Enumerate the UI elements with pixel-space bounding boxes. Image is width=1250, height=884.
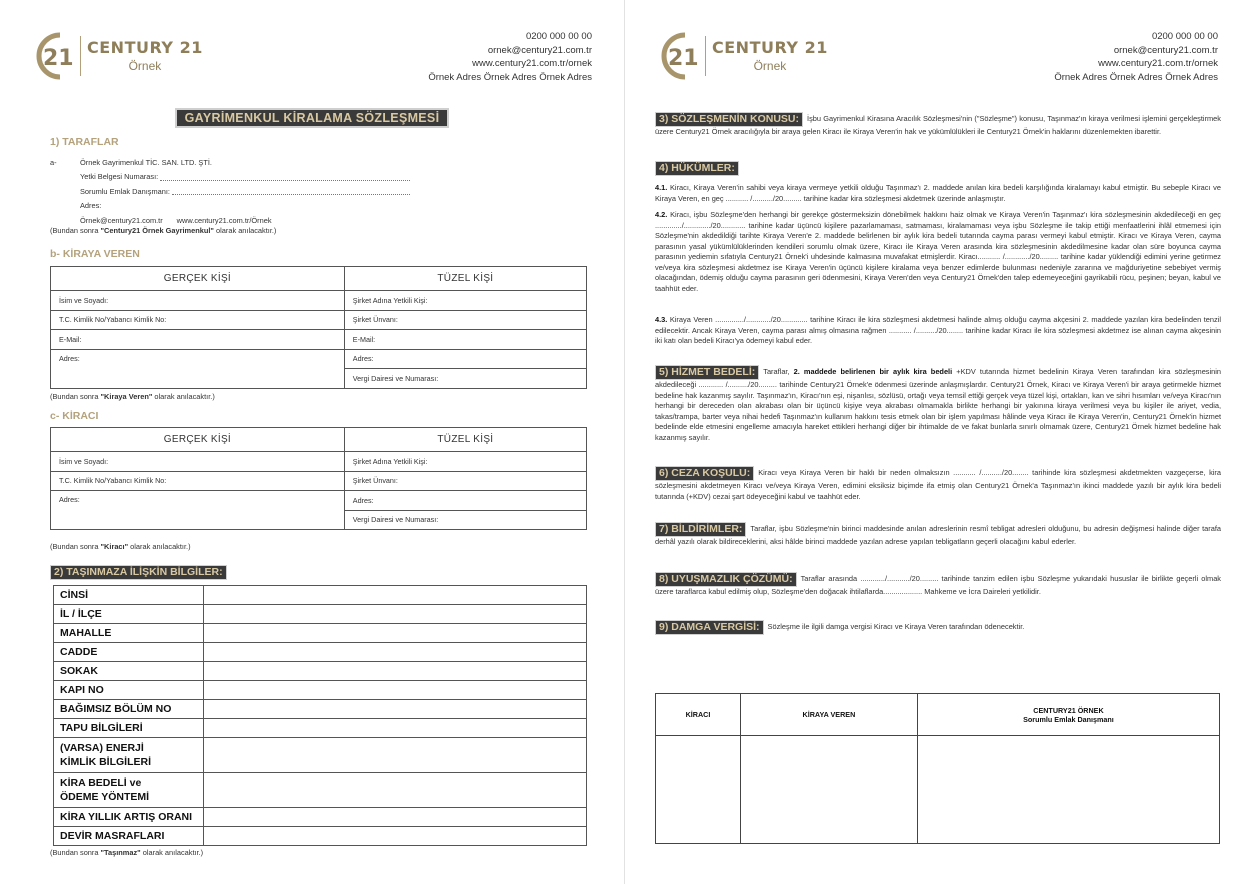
license-dots — [160, 173, 410, 181]
tenant-table — [50, 427, 587, 530]
signature-box-agent[interactable] — [917, 736, 1219, 844]
property-value[interactable] — [204, 827, 587, 846]
landlord-address-field[interactable]: Adres: — [51, 349, 345, 388]
sign-col-agent: CENTURY21 ÖRNEK Sorumlu Emlak Danışmanı — [917, 694, 1219, 736]
section-6-heading: 6) CEZA KOŞULU: — [655, 466, 754, 481]
property-key: MAHALLE — [54, 624, 204, 643]
tenant-id-field[interactable]: T.C. Kimlik No/Yabancı Kimlik No: — [51, 471, 345, 491]
tenant-company-rep-field[interactable]: Şirket Adına Yetkili Kişi: — [344, 452, 586, 472]
contact-phone: 0200 000 00 00 — [525, 31, 592, 42]
section-3-text: İşbu Gayrimenkul Kirasına Aracılık Sözleşmesi'nin ("Sözleşme") konusu, Taşınmaz'ın kiraya verilmesi işlemini gerçekleştirmek üzere Century21 Örnek aracılığıyla bir araya gelen Kiracı ile Kiraya Veren'in hak ve yükümlülükleri ile Century21 Örnek'in haklarını düzenlemekten ibarettir. — [655, 114, 1221, 136]
brand-name: CENTURY 21 — [87, 38, 203, 57]
property-value[interactable] — [204, 773, 587, 808]
section-5: 5) HİZMET BEDELİ: Taraflar, 2. maddede belirlenen bir aylık kira bedeli +KDV tutarında hizmet bedelinin Kiraya Veren tarafından kira sözleşmesinin akdedileceği ............ /........../20......... tarihinde Century21 Örnek'e ödenmesi üzerinde anlaşmışlardır. Century21 Örnek, Kiracı ve Kiraya Veren'i bir araya getirmekle hizmet bedeline hak kazanmış sayılır. Taşınmaz'ın, Kiracı'nın eşi, nişanlısı, sözlüsü, ortağı veya temsil ettiği gerçek veya tüzel kişi, ortakları, kan ve sihri hısımları ve/veya Kiracı'nın herhangi bir dereceden olan akrabası olan bir üçüncü kişiye veya akrabası olmamakla birlikte herhangi bir yakınına kiraya verilmesi veya bu kişiler ile ariyet, vedia, takas/trampa, barter veya nihai hedefi Taşınmaz'ın kullanım hakkını tesis etmek olan bir işlem yapılması hâlinde veya Kiracı ile Kiraya Veren'in, Century21 Örnek'in hizmet bedelinde elde etmesini engelleme amacıyla hareket ettikleri herhangi diğer bir ihtimalde de ve fakat bunlarla sınırlı olmamak üzere, Century21 Örnek hizmet bedeline hak kazanmış sayılır. — [655, 366, 1222, 442]
tenant-company-title-field[interactable]: Şirket Ünvanı: — [344, 471, 586, 491]
logo-mark-text: 21 — [668, 46, 699, 71]
clause-4-1: 4.1. Kiracı, Kiraya Veren'in sahibi veya kiraya vermeye yetkili olduğu Taşınmaz'ı 2. maddede anılan kira bedeli karşılığında kiralamayı kabul etmiştir. Bu sebeple Kiracı ve Kiraya Veren, en geç ........... /........../20......... tarihine kadar kira sözleşmesi akdetmek üzerinde anlaşmıştır. — [655, 183, 1221, 203]
property-key-rent: KİRA BEDELİ ve ÖDEME YÖNTEMİ — [54, 773, 204, 808]
consultant-dots — [172, 187, 410, 195]
license-label: Yetki Belgesi Numarası: — [80, 172, 159, 182]
contact-address: Örnek Adres Örnek Adres Örnek Adres — [428, 71, 592, 83]
section-8-heading: 8) UYUŞMAZLIK ÇÖZÜMÜ: — [655, 572, 797, 587]
landlord-company-address-field[interactable]: Adres: — [344, 349, 586, 369]
contact-web[interactable]: www.century21.com.tr/ornek — [472, 58, 592, 69]
century21-logo-mark — [655, 30, 701, 82]
property-key: KAPI NO — [54, 681, 204, 700]
logo-divider — [705, 36, 706, 76]
landlord-email-field[interactable]: E-Mail: — [51, 330, 345, 350]
property-value[interactable] — [204, 624, 587, 643]
sign-col-landlord: KİRAYA VEREN — [740, 694, 917, 736]
landlord-tax-field[interactable]: Vergi Dairesi ve Numarası: — [344, 369, 586, 389]
property-key: SOKAK — [54, 662, 204, 681]
brand-sub: Örnek — [128, 59, 162, 73]
clause-4-2: 4.2. Kiracı, işbu Sözleşme'den herhangi bir gerekçe göstermeksizin dönebilmek hakkını haiz olmak ve Kiraya Veren'in Taşınmaz'ı kira sözleşmesinin akdedileceği en geç ............./............./20............ tarihine kadar üçüncü kişilere pazarlamaması, satmaması, kiralamaması veya işbu Sözleşme ile takip ettiği menfaatlerini ihlâl etmemesi için Sözleşme'nin akdedildiği tarihte Kiraya Veren'e 2. maddede belirlenen bir aylık kira bedeli tutarında cayma parası vermeyi kabul etmiştir. Kiracı ve Kiraya Veren, cayma parasının yasal yükümlülüklerinden kendileri sorumlu olmak üzere, Kiracı ile Kiraya Veren arasında kira sözleşmesinin akdedilmesine kadar olan süre boyunca cayma parasının yediemin sıfatıyla Century21 Örnek'i uhdesinde kalmasına muvafakat etmişlerdir. Kiracı........... /............/20......... tarihine kadar yüklendiği edimini yerine getirmez ve/veya kira sözleşmesi akdetmez ise Kiraya Veren'in üçüncü kişilere kiralama veya benzer edimlerde bulunması nedeniyle zararına ve mağduriyetine sebebiyet vermiş olacağından, ödemiş olduğu cayma parasının geri ödenmesini, Kiraya Veren'den veya Century21 Örnek'den talep edemeyeceğini gayrikabili rücu, peşinen; beyan, kabul ve taahhüt eder. — [655, 210, 1221, 293]
property-value[interactable] — [204, 738, 587, 773]
signature-box-landlord[interactable] — [740, 736, 917, 844]
logo-divider — [80, 36, 81, 76]
logo — [655, 30, 828, 82]
section-1b-heading: b- KİRAYA VEREN — [50, 248, 140, 260]
logo-text — [87, 39, 203, 73]
party-a-note: (Bundan sonra "Century21 Örnek Gayrimenkul" olarak anılacaktır.) — [50, 226, 277, 235]
property-key: CİNSİ — [54, 586, 204, 605]
property-value[interactable] — [204, 808, 587, 827]
party-a-block — [50, 155, 410, 228]
tenant-col-legal: TÜZEL KİŞİ — [344, 428, 586, 452]
landlord-company-rep-field[interactable]: Şirket Adına Yetkili Kişi: — [344, 291, 586, 311]
property-key: CADDE — [54, 643, 204, 662]
contact-address: Örnek Adres Örnek Adres Örnek Adres — [1054, 71, 1218, 83]
clause-4-3: 4.3. Kiraya Veren ............../............/20............. tarihine Kiracı ile kira sözleşmesi akdetmesi halinde almış olduğu cayma akçesini 2. maddede yazılan kira bedelinden tenzil edilecektir. Ancak Kiraya Veren, cayma parası almış olmasına rağmen ........... /........../20........ tarihine kadar Kiracı ile kira sözleşmesi akdetmez ise alınan cayma akçesinin iki katı olan bedeli Kiracı'ya ödemeyi kabul eder. — [655, 315, 1221, 345]
party-a-email: Örnek@century21.com.tr — [80, 215, 163, 225]
property-value[interactable] — [204, 719, 587, 738]
logo-text — [712, 39, 828, 73]
section-2-heading: 2) TAŞINMAZA İLİŞKİN BİLGİLER: — [50, 565, 227, 580]
contact-block — [1054, 30, 1218, 84]
section-3-heading: 3) SÖZLEŞMENİN KONUSU: — [655, 112, 803, 127]
property-value[interactable] — [204, 700, 587, 719]
tenant-address-field[interactable]: Adres: — [51, 491, 345, 530]
signature-box-tenant[interactable] — [656, 736, 741, 844]
page-right — [625, 0, 1250, 884]
tenant-note: (Bundan sonra "Kiracı" olarak anılacaktır.) — [50, 542, 191, 551]
section-6: 6) CEZA KOŞULU: Kiracı veya Kiraya Veren bir haklı bir neden olmaksızın ........... /........../20........ tarihinde kira sözleşmesi akdetmekten vazgeçerse, kira sözleşmesini akdetmeyen Kiracı ve/veya Kiraya Veren, edimini eksiksiz biçimde ifa etmiş olan Century21 Örnek'a Taşınmaz'ın ikinci maddede yazılı bir aylık kira bedeli tutarında (+KDV) cezai şart ödeyeceğini kabul ve taahhüt eder. — [655, 467, 1221, 501]
landlord-table — [50, 266, 587, 389]
property-key-energy: (VARSA) ENERJİ KİMLİK BİLGİLERİ — [54, 738, 204, 773]
party-a-web: www.century21.com.tr/Örnek — [176, 215, 272, 225]
landlord-col-legal: TÜZEL KİŞİ — [344, 267, 586, 291]
logo-mark-text: 21 — [43, 46, 74, 71]
contact-email[interactable]: ornek@century21.com.tr — [1113, 44, 1218, 56]
section-4-heading: 4) HÜKÜMLER: — [655, 161, 739, 176]
consultant-label: Sorumlu Emlak Danışmanı: — [80, 186, 170, 196]
signature-table — [655, 693, 1220, 844]
document-title: GAYRİMENKUL KİRALAMA SÖZLEŞMESİ — [175, 108, 449, 128]
tenant-col-real: GERÇEK KİŞİ — [51, 428, 345, 452]
landlord-col-real: GERÇEK KİŞİ — [51, 267, 345, 291]
brand-sub: Örnek — [753, 59, 787, 73]
section-7: 7) BİLDİRİMLER: Taraflar, işbu Sözleşme'nin birinci maddesinde anılan adreslerinin resmî tebligat adresleri olduğunu, bu adresin değişmesi halinde diğer tarafa derhâl yazılı olarak bildireceklerini, aksi hâlde birinci maddede yazılan adrese yapılan tebligatların geçerli olacağını kabul ederler. — [655, 523, 1221, 546]
property-value[interactable] — [204, 681, 587, 700]
section-9-heading: 9) DAMGA VERGİSİ: — [655, 620, 764, 635]
section-1-heading: 1) TARAFLAR — [50, 136, 119, 148]
property-key: TAPU BİLGİLERİ — [54, 719, 204, 738]
contact-phone: 0200 000 00 00 — [1151, 31, 1218, 42]
tenant-name-field[interactable]: İsim ve Soyadı: — [51, 452, 345, 472]
brand-name: CENTURY 21 — [712, 38, 828, 57]
section-1c-heading: c- KİRACI — [50, 410, 99, 422]
party-a-name: Örnek Gayrimenkul TİC. SAN. LTD. ŞTİ. — [80, 157, 212, 167]
property-value[interactable] — [204, 643, 587, 662]
logo — [30, 30, 203, 82]
contact-block — [428, 30, 592, 84]
century21-logo-mark — [30, 30, 76, 82]
landlord-name-field[interactable]: İsim ve Soyadı: — [51, 291, 345, 311]
landlord-note: (Bundan sonra "Kiraya Veren" olarak anılacaktır.) — [50, 392, 215, 401]
section-9: 9) DAMGA VERGİSİ: Sözleşme ile ilgili damga vergisi Kiracı ve Kiraya Veren tarafından ödenecektir. — [655, 620, 1221, 635]
section-3 — [655, 112, 1221, 138]
property-key: BAĞIMSIZ BÖLÜM NO — [54, 700, 204, 719]
sign-col-tenant: KİRACI — [656, 694, 741, 736]
landlord-id-field[interactable]: T.C. Kimlik No/Yabancı Kimlik No: — [51, 310, 345, 330]
property-key: KİRA YILLIK ARTIŞ ORANI — [54, 808, 204, 827]
landlord-company-email-field[interactable]: E-Mail: — [344, 330, 586, 350]
property-value[interactable] — [204, 662, 587, 681]
tenant-tax-field[interactable]: Vergi Dairesi ve Numarası: — [344, 510, 586, 530]
contact-web[interactable]: www.century21.com.tr/ornek — [1098, 58, 1218, 69]
party-a-address-label: Adres: — [80, 201, 102, 211]
property-value[interactable] — [204, 605, 587, 624]
property-key: İL / İLÇE — [54, 605, 204, 624]
property-key: DEVİR MASRAFLARI — [54, 827, 204, 846]
landlord-company-title-field[interactable]: Şirket Ünvanı: — [344, 310, 586, 330]
section-8: 8) UYUŞMAZLIK ÇÖZÜMÜ: Taraflar arasında ............/.........../20......... tarihinde tanzim edilen işbu Sözleşme yukarıdaki hususlar ile birlikte geçerli olmak üzere taraflarca kabul edilmiş olup, Sözleşme'den doğacak ihtilaflarda................... Mahkeme ve İcra Daireleri yetkilidir. — [655, 573, 1221, 596]
section-5-heading: 5) HİZMET BEDELİ: — [655, 365, 759, 380]
property-note: (Bundan sonra "Taşınmaz" olarak anılacaktır.) — [50, 848, 204, 857]
party-a-label: a- — [50, 157, 57, 167]
tenant-company-address-field[interactable]: Adres: — [344, 491, 586, 511]
property-value[interactable] — [204, 586, 587, 605]
property-table — [53, 585, 587, 846]
section-7-heading: 7) BİLDİRİMLER: — [655, 522, 746, 537]
contact-email[interactable]: ornek@century21.com.tr — [487, 44, 592, 56]
